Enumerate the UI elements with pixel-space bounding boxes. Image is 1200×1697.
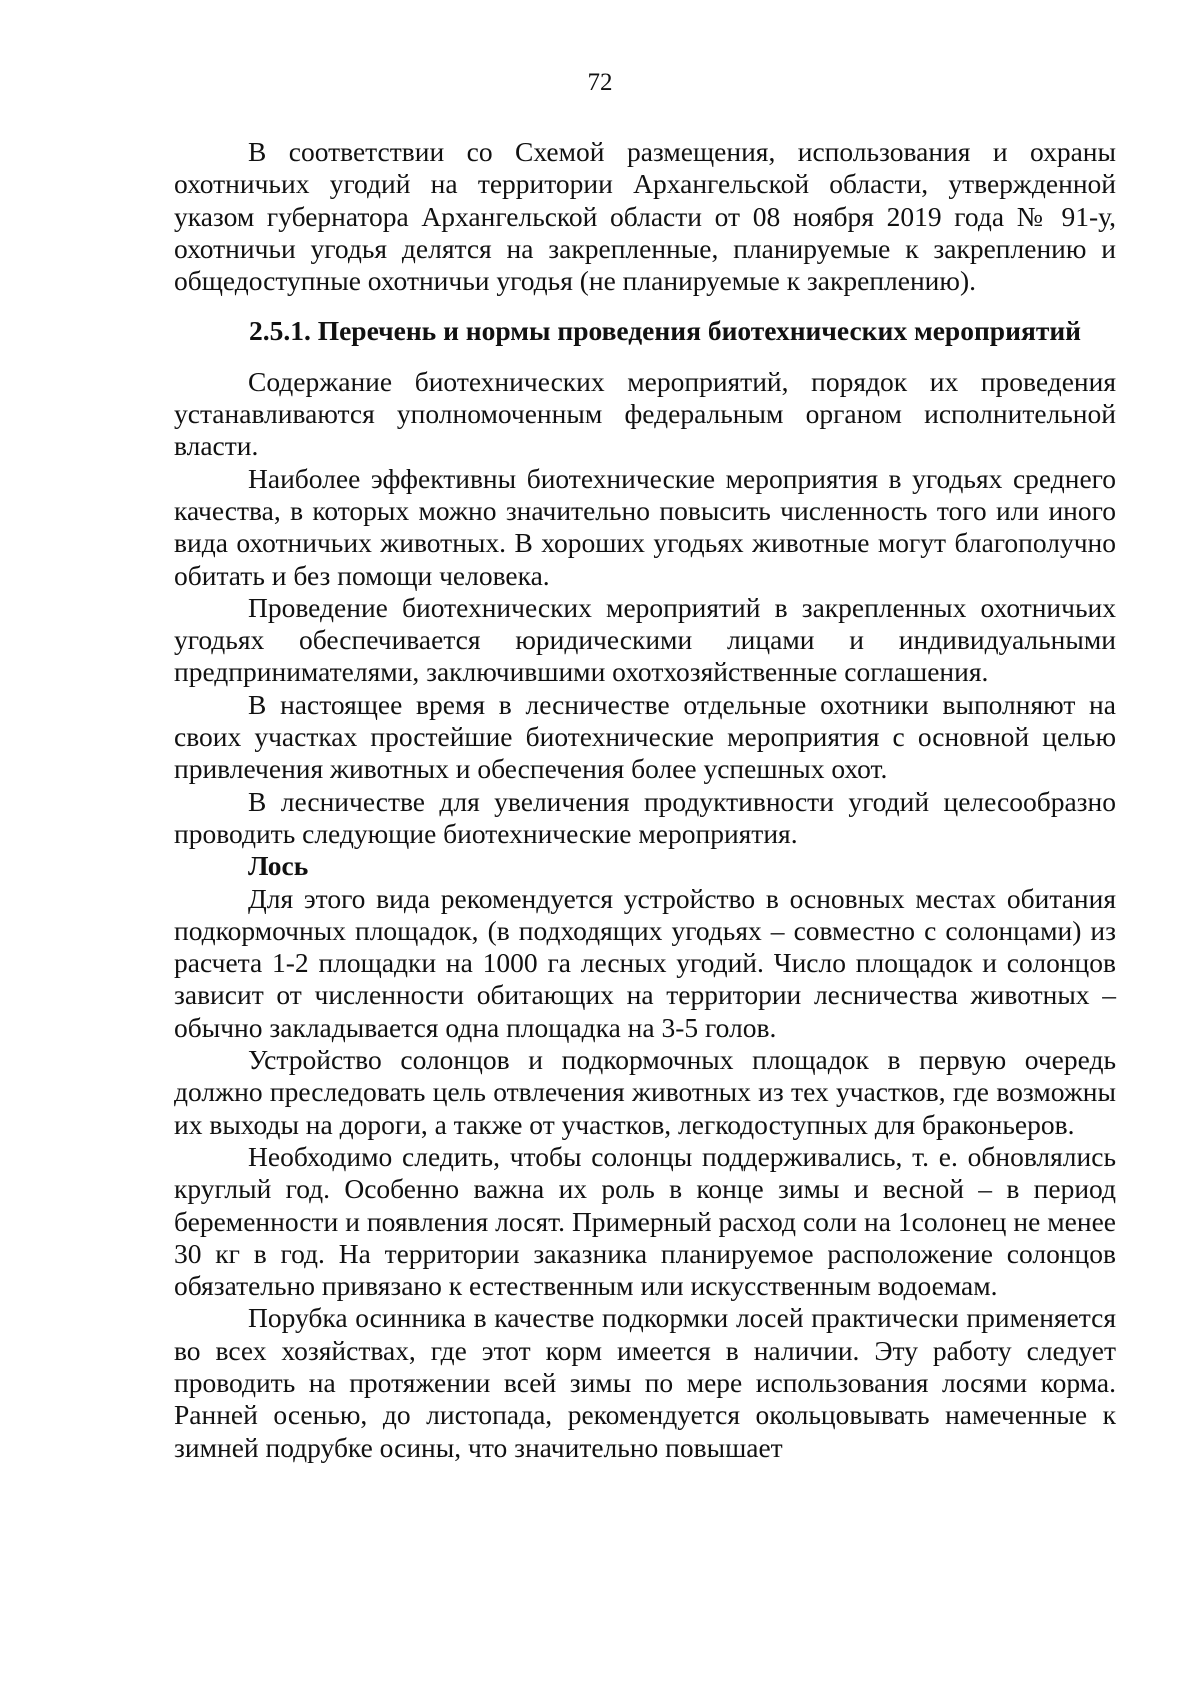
page-number: 72	[587, 69, 613, 96]
paragraph-recommended-measures: В лесничестве для увеличения продуктивности угодий целесообразно проводить следующие биотехнические мероприятия.	[174, 785, 1116, 849]
paragraph-biotech-content: Содержание биотехнических мероприятий, порядок их проведения устанавливаются уполномоченным федеральным органом исполнительной власти.	[174, 365, 1116, 462]
paragraph-salt-licks-maintenance: Необходимо следить, чтобы солонцы поддерживались, т. е. обновлялись круглый год. Особенно важна их роль в конце зимы и весной – в период беременности и появления лосят. Примерный расход соли на 1солонец не менее 30 кг в год. На территории заказника планируемое расположение солонцов обязательно привязано к естественным или искусственным водоемам.	[174, 1140, 1116, 1302]
paragraph-current-practice: В настоящее время в лесничестве отдельные охотники выполняют на своих участках простейшие биотехнические мероприятия с основной целью привлечения животных и обеспечения более успешных охот.	[174, 688, 1116, 785]
paragraph-responsible-parties: Проведение биотехнических мероприятий в закрепленных охотничьих угодьях обеспечивается юридическими лицами и индивидуальными предпринимателями, заключившими охотхозяйственные соглашения.	[174, 591, 1116, 688]
paragraph-hunting-grounds-scheme: В соответствии со Схемой размещения, использования и охраны охотничьих угодий на территории Архангельской области, утвержденной указом губернатора Архангельской области от 08 ноября 2019 года № 91-у, охотничьи угодья делятся на закрепленные, планируемые к закреплению и общедоступные охотничьи угодья (не планируемые к закреплению).	[174, 136, 1116, 297]
subheading-moose: Лось	[248, 850, 309, 882]
section-heading: 2.5.1. Перечень и нормы проведения биотехнических мероприятий	[248, 315, 1082, 347]
document-body	[174, 136, 1116, 1464]
paragraph-salt-licks-purpose: Устройство солонцов и подкормочных площадок в первую очередь должно преследовать цель отвлечения животных из тех участков, где возможны их выходы на дороги, а также от участков, легкодоступных для браконьеров.	[174, 1044, 1116, 1140]
paragraph-aspen-felling: Порубка осинника в качестве подкормки лосей практически применяется во всех хозяйствах, где этот корм имеется в наличии. Эту работу следует проводить на протяжении всей зимы по мере использования лосями корма. Ранней осенью, до листопада, рекомендуется окольцовывать намеченные к зимней подрубке осины, что значительно повышает	[174, 1302, 1116, 1463]
paragraph-feeding-sites: Для этого вида рекомендуется устройство в основных местах обитания подкормочных площадок, (в подходящих угодьях – совместно с солонцами) из расчета 1-2 площадки на 1000 га лесных угодий. Число площадок и солонцов зависит от численности обитающих на территории лесничества животных – обычно закладывается одна площадка на 3-5 голов.	[174, 882, 1116, 1043]
paragraph-effective-measures: Наиболее эффективны биотехнические мероприятия в угодьях среднего качества, в которых можно значительно повысить численность того или иного вида охотничьих животных. В хороших угодьях животные могут благополучно обитать и без помощи человека.	[174, 462, 1116, 591]
